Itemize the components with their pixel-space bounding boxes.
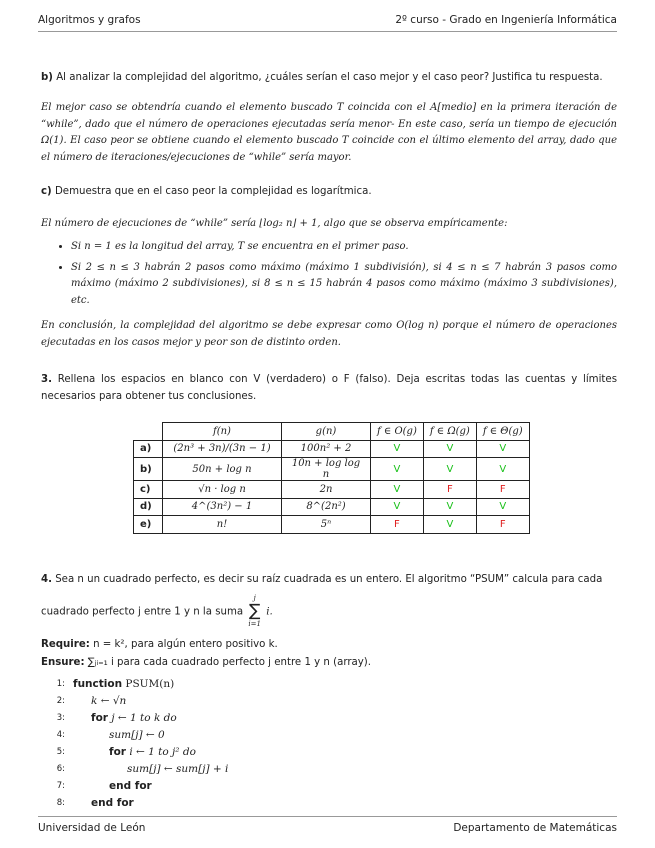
ensure-label: Ensure: [41,657,85,668]
table-row [134,481,530,499]
cell-f: (2n³ + 3n)/(3n − 1) [163,440,282,458]
cell-g: 100n² + 2 [282,440,371,458]
question-c-conclusion: En conclusión, la complejidad del algoritmo se debe expresar como O(log n) porque el número de operaciones ejecutadas en los casos mejor y peor son de distinto orden. [41,320,617,348]
question-b-answer: El mejor caso se obtendría cuando el elemento buscado T coincida con el A[medio] en la primera iteración de “while”, dado que el número de operaciones ejecutadas sería menor- En este caso, sería un tiempo de ejecución Ω(1). El caso peor se obtiene cuando el elemento buscado T coincide con el último elemento del array, dado que el número de iteraciones/ejecuciones de “while” sería mayor. [41,102,617,163]
list-item: • Si 2 ≤ n ≤ 3 habrán 2 pasos como máximo (máximo 1 subdivisión), si 4 ≤ n ≤ 7 habrán 3 pasos como máximo (máximo 2 subdivisiones), si 8 ≤ n ≤ 15 habrán 4 pasos como máximo (máximo 3 subdivisiones), etc. [71,260,617,310]
code-keyword: end for [91,796,134,809]
table-row [134,440,530,458]
cell-g: 5ⁿ [282,516,371,534]
footer-department: Departamento de Matemáticas [453,822,617,834]
algorithm-ensure [41,655,617,672]
question-4-text: Sea n un cuadrado perfecto, es decir su raíz cuadrada es un entero. El algoritmo “PSUM” calcula para cada [55,574,603,585]
line-number: 4: [56,729,65,740]
require-label: Require: [41,639,90,650]
code-text: sum[j] ← 0 [109,728,165,741]
code-line [41,675,601,692]
list-item: • Si n = 1 es la longitud del array, T se encuentra en el primer paso. [71,239,617,256]
code-line [41,692,601,709]
row-label: d) [134,498,163,516]
code-keyword: end for [109,779,152,792]
code-line [41,777,601,794]
col-header-g: g(n) [282,423,371,441]
question-c-bullets [41,239,617,313]
row-label: e) [134,516,163,534]
sum-upper-limit: j [253,594,256,602]
cell-big-o: V [371,498,424,516]
table-row [134,498,530,516]
table-corner [134,423,163,441]
col-header-big-theta: f ∈ Θ(g) [476,423,529,441]
question-c-intro: El número de ejecuciones de “while” sería ⌊log₂ n⌋ + 1, algo que se observa empíricamente: [41,218,508,229]
col-header-f: f(n) [163,423,282,441]
table-header-row [134,423,530,441]
ensure-text: ∑ⱼᵢ₌₁ i para cada cuadrado perfecto j entre 1 y n (array). [87,657,372,668]
question-4-text-2: cuadrado perfecto j entre 1 y n la suma [41,606,244,618]
row-label: a) [134,440,163,458]
cell-g: 8^(2n²) [282,498,371,516]
question-3-text: Rellena los espacios en blanco con V (verdadero) o F (falso). Deja escritas todas las cuentas y límites necesarios para obtener tus conclusiones. [41,374,618,402]
require-text: n = k², para algún entero positivo k. [93,639,278,650]
cell-f: 4^(3n²) − 1 [163,498,282,516]
line-number: 7: [56,780,65,791]
code-text: k ← √n [91,694,127,707]
cell-big-theta: V [476,440,529,458]
code-keyword: for [109,745,126,758]
question-3-label: 3. [41,374,52,385]
header-degree: 2º curso - Grado en Ingeniería Informática [395,14,617,26]
algorithm-listing [41,675,601,811]
question-c-label: c) [41,186,52,197]
question-b-text: Al analizar la complejidad del algoritmo, ¿cuáles serían el caso mejor y el caso peor? Justifica tu respuesta. [56,72,603,83]
question-4-line2 [41,594,617,629]
code-line [41,743,601,760]
cell-f: n! [163,516,282,534]
question-3 [41,372,617,405]
line-number: 5: [56,746,65,757]
table-row [134,458,530,481]
line-number: 1: [56,678,65,689]
page-footer [38,822,617,834]
line-number: 8: [56,797,65,808]
line-number: 2: [56,695,65,706]
col-header-big-omega: f ∈ Ω(g) [423,423,476,441]
page-header [38,14,617,26]
cell-big-theta: V [476,458,529,481]
cell-f: 50n + log n [163,458,282,481]
code-keyword: function [73,677,123,690]
question-4 [41,572,617,589]
cell-big-o: F [371,516,424,534]
row-label: b) [134,458,163,481]
cell-big-omega: V [423,440,476,458]
code-text: i ← 1 to j² do [129,745,196,758]
code-line [41,794,601,811]
col-header-big-o: f ∈ O(g) [371,423,424,441]
question-c-text: Demuestra que en el caso peor la complejidad es logarítmica. [54,186,372,197]
code-text: PSUM(n) [125,677,175,690]
sum-body: i. [266,606,273,618]
footer-university: Universidad de León [38,822,146,834]
code-line [41,726,601,743]
code-line [41,760,601,777]
code-text: sum[j] ← sum[j] + i [127,762,229,775]
question-4-label: 4. [41,574,52,585]
asymptotic-table [133,422,530,534]
header-divider [38,31,617,32]
cell-big-theta: F [476,516,529,534]
cell-big-o: V [371,440,424,458]
line-number: 3: [56,712,65,723]
code-keyword: for [91,711,108,724]
question-b-label: b) [41,72,53,83]
cell-big-omega: F [423,481,476,499]
question-b [41,70,617,87]
cell-big-omega: V [423,458,476,481]
cell-big-o: V [371,458,424,481]
cell-big-theta: V [476,498,529,516]
code-line [41,709,601,726]
row-label: c) [134,481,163,499]
summation [248,594,261,629]
footer-divider [38,816,617,817]
cell-big-omega: V [423,498,476,516]
table-row [134,516,530,534]
cell-big-theta: F [476,481,529,499]
cell-g: 2n [282,481,371,499]
sum-lower-limit: i=1 [248,620,261,628]
algorithm-require [41,637,617,654]
code-text: j ← 1 to k do [111,711,177,724]
cell-g: 10n + log log n [282,458,371,481]
sigma-icon: ∑ [248,601,261,621]
cell-big-omega: V [423,516,476,534]
cell-f: √n · log n [163,481,282,499]
line-number: 6: [56,763,65,774]
question-c [41,184,617,201]
header-course: Algoritmos y grafos [38,14,141,26]
cell-big-o: V [371,481,424,499]
